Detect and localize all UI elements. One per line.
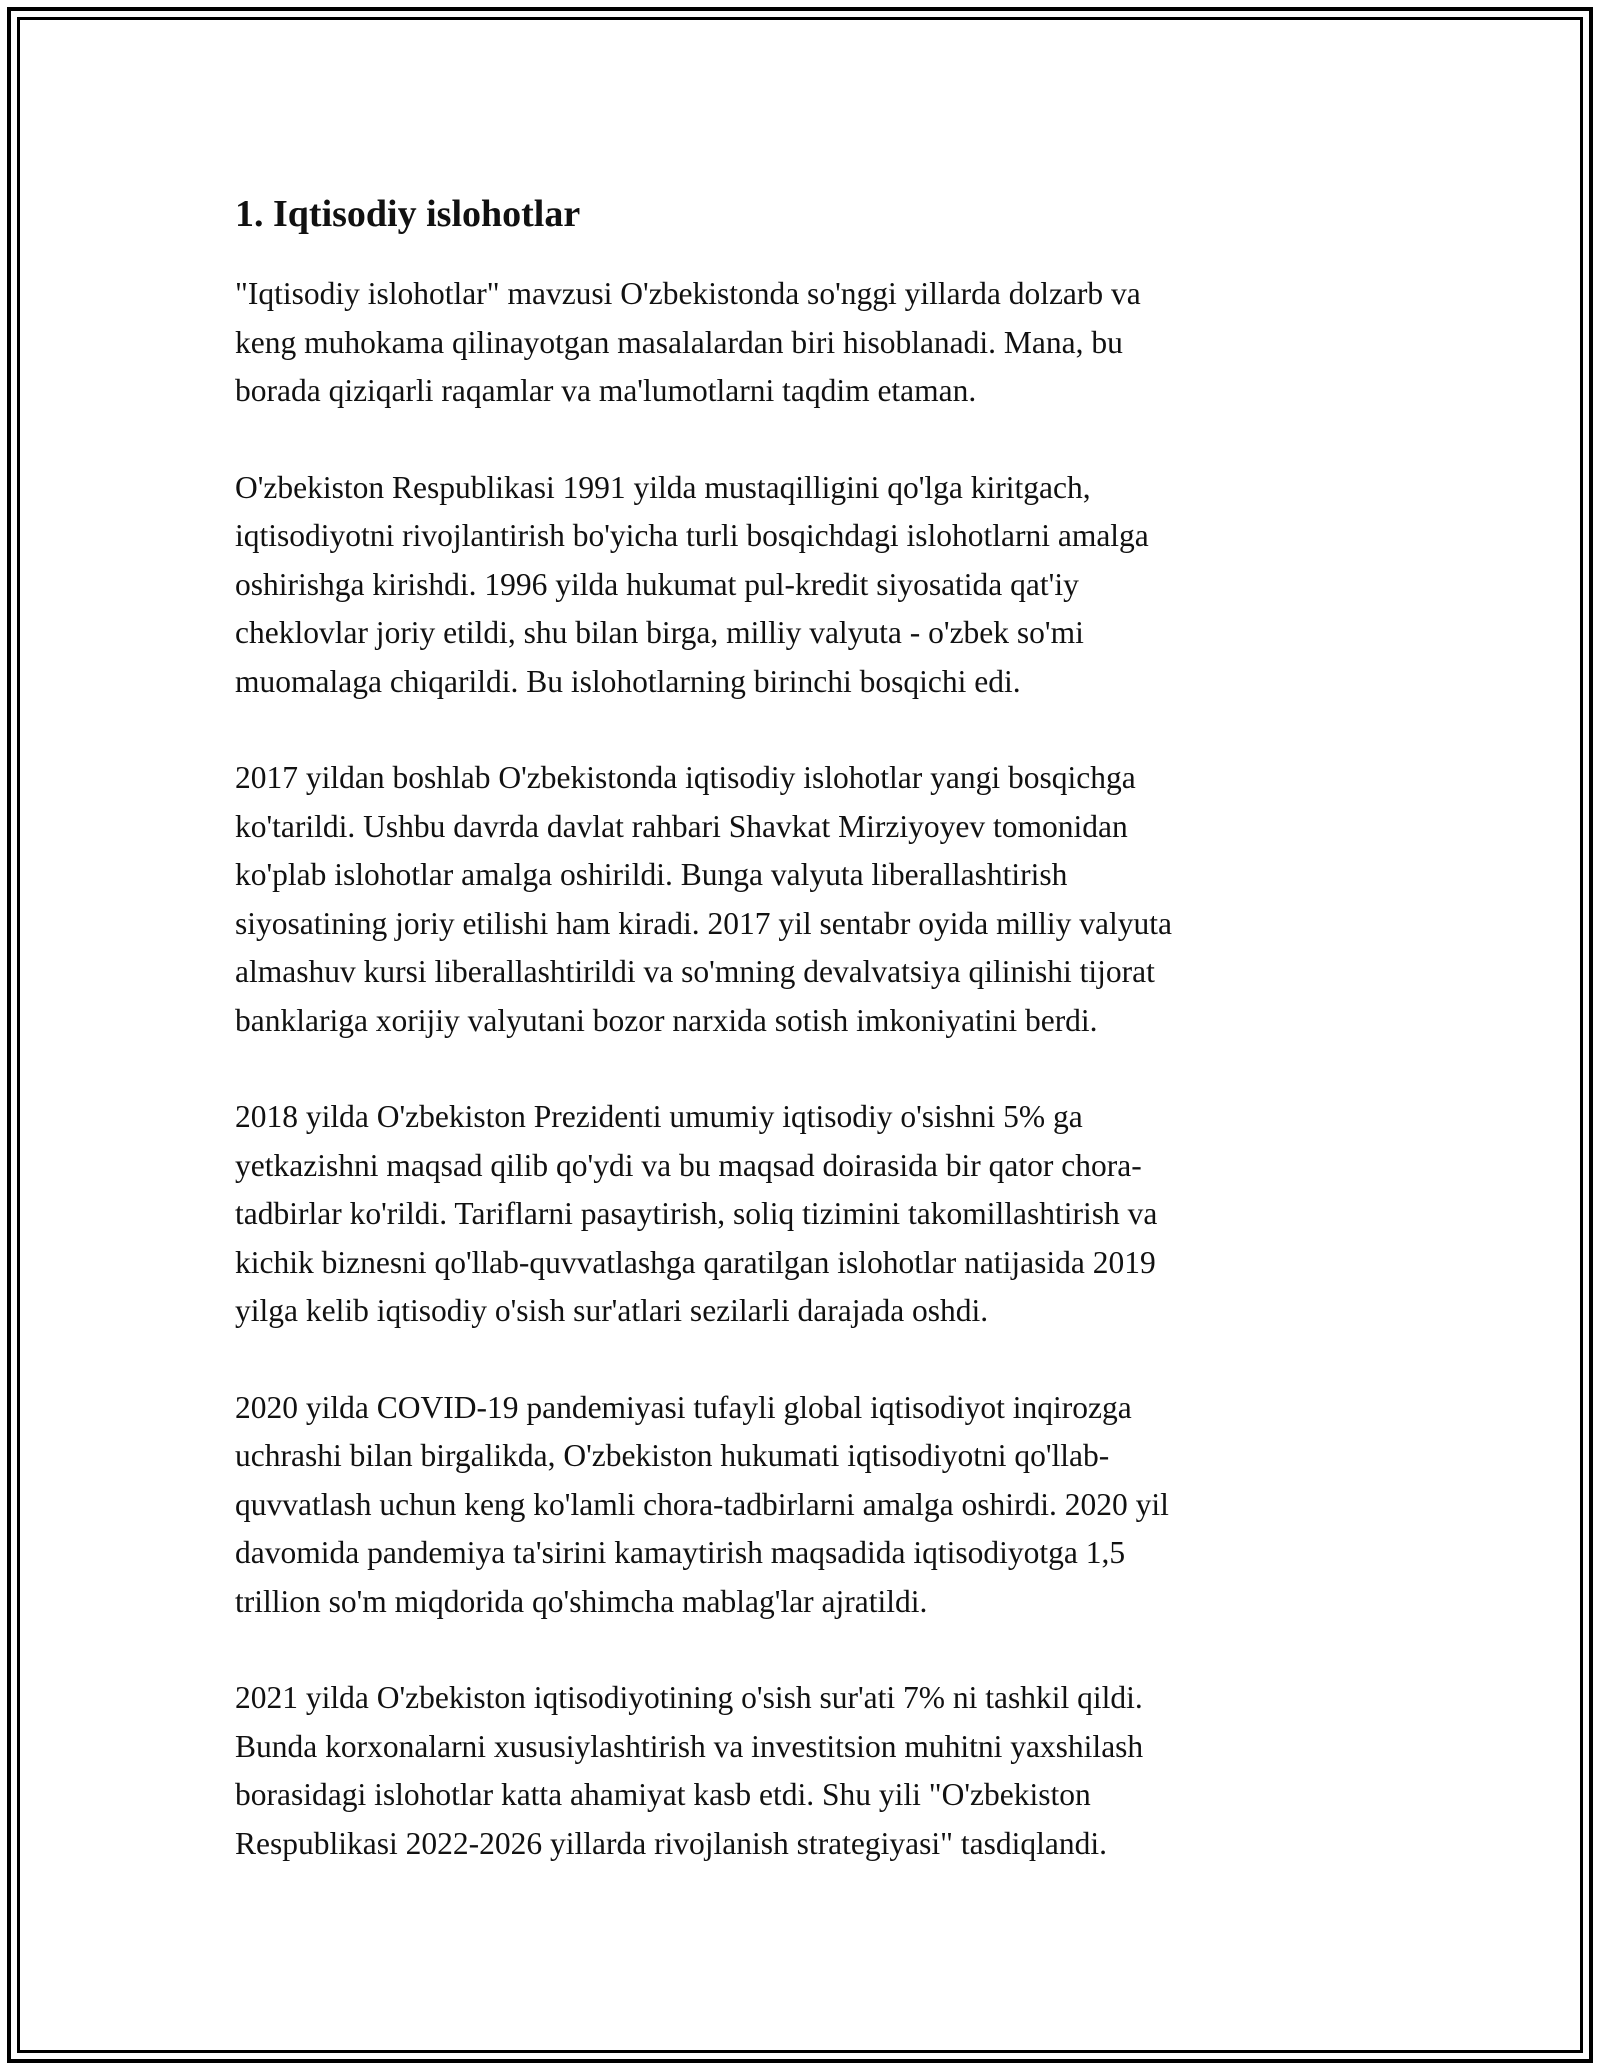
text-line: muomalaga chiqarildi. Bu islohotlarning birinchi bosqichi edi. xyxy=(235,663,1021,699)
text-line: keng muhokama qilinayotgan masalalardan biri hisoblanadi. Mana, bu xyxy=(235,324,1123,360)
text-line: uchrashi bilan birgalikda, O'zbekiston hukumati iqtisodiyotni qo'llab- xyxy=(235,1438,1110,1473)
text-line: Bunda korxonalarni xususiylashtirish va investitsion muhitni yaxshilash xyxy=(235,1728,1144,1764)
text-line: 2017 yildan boshlab O'zbekistonda iqtisodiy islohotlar yangi bosqichga xyxy=(235,760,1136,795)
text-line: O'zbekiston Respublikasi 1991 yilda mustaqilligini qo'lga kiritgach, xyxy=(235,469,1091,505)
text-line: banklariga xorijiy valyutani bozor narxida sotish imkoniyatini berdi. xyxy=(235,1002,1098,1038)
text-line: "Iqtisodiy islohotlar" mavzusi O'zbekistonda so'nggi yillarda dolzarb va xyxy=(235,276,1141,311)
text-line: yilga kelib iqtisodiy o'sish sur'atlari sezilarli darajada oshdi. xyxy=(235,1293,989,1328)
text-line: tadbirlar ko'rildi. Tariflarni pasaytirish, soliq tizimini takomillashtirish va xyxy=(235,1196,1158,1231)
text-line: quvvatlash uchun keng ko'lamli chora-tadbirlarni amalga oshirdi. 2020 yil xyxy=(235,1486,1169,1522)
text-line: kichik biznesni qo'llab-quvvatlashga qaratilgan islohotlar natijasida 2019 xyxy=(235,1244,1156,1280)
text-line: 2018 yilda O'zbekiston Prezidenti umumiy iqtisodiy o'sishni 5% ga xyxy=(235,1099,1083,1134)
text-line: ko'plab islohotlar amalga oshirildi. Bunga valyuta liberallashtirish xyxy=(235,857,1068,892)
text-line: 2020 yilda COVID-19 pandemiyasi tufayli global iqtisodiyot inqirozga xyxy=(235,1389,1132,1425)
text-line: oshirishga kirishdi. 1996 yilda hukumat pul-kredit siyosatida qat'iy xyxy=(235,566,1079,602)
text-line: iqtisodiyotni rivojlantirish bo'yicha turli bosqichdagi islohotlarni amalga xyxy=(235,518,1149,553)
text-line: ko'tarildi. Ushbu davrda davlat rahbari Shavkat Mirziyoyev tomonidan xyxy=(235,808,1128,844)
document-body xyxy=(235,186,1335,1916)
paragraph-independence xyxy=(235,464,1335,707)
text-line: Respublikasi 2022-2026 yillarda rivojlanish strategiyasi" tasdiqlandi. xyxy=(235,1825,1107,1861)
text-line: yetkazishni maqsad qilib qo'ydi va bu maqsad doirasida bir qator chora- xyxy=(235,1147,1142,1183)
text-line: borasidagi islohotlar katta ahamiyat kasb etdi. Shu yili "O'zbekiston xyxy=(235,1777,1091,1812)
paragraph-2020 xyxy=(235,1384,1335,1627)
text-line: siyosatining joriy etilishi ham kiradi. 2017 yil sentabr oyida milliy valyuta xyxy=(235,905,1173,941)
text-line: cheklovlar joriy etildi, shu bilan birga, milliy valyuta - o'zbek so'mi xyxy=(235,615,1084,650)
section-title: 1. Iqtisodiy islohotlar xyxy=(235,193,581,235)
text-line: 2021 yilda O'zbekiston iqtisodiyotining o'sish sur'ati 7% ni tashkil qildi. xyxy=(235,1680,1143,1715)
paragraph-2018 xyxy=(235,1093,1335,1336)
paragraph-intro xyxy=(235,270,1335,416)
paragraph-2017 xyxy=(235,754,1335,1045)
text-line: borada qiziqarli raqamlar va ma'lumotlarni taqdim etaman. xyxy=(235,373,977,408)
text-line: trillion so'm miqdorida qo'shimcha mablag'lar ajratildi. xyxy=(235,1583,928,1619)
text-line: almashuv kursi liberallashtirildi va so'mning devalvatsiya qilinishi tijorat xyxy=(235,954,1155,989)
paragraph-2021 xyxy=(235,1674,1335,1868)
text-line: davomida pandemiya ta'sirini kamaytirish maqsadida iqtisodiyotga 1,5 xyxy=(235,1535,1126,1570)
